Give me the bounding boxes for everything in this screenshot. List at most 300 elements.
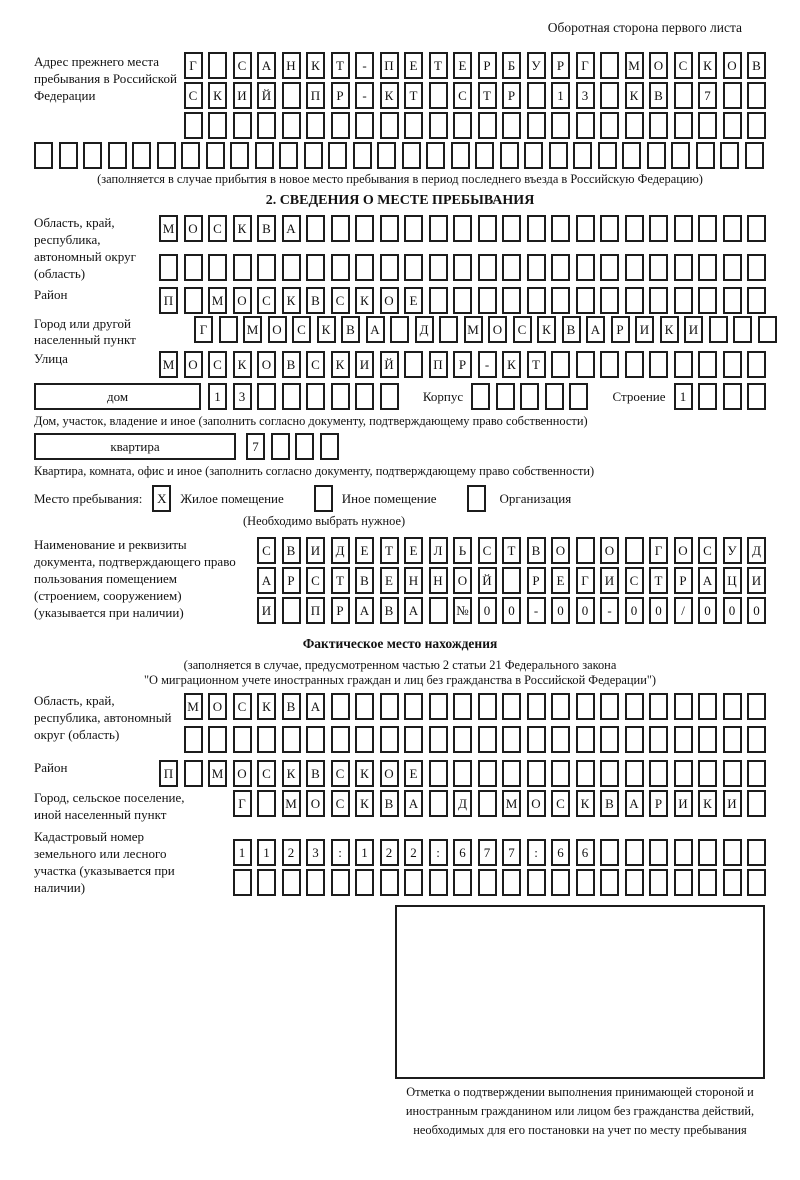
form-cell[interactable]: О [649, 52, 668, 79]
form-cell[interactable]: В [562, 316, 581, 343]
form-cell[interactable]: 7 [246, 433, 265, 460]
form-cell[interactable] [649, 839, 668, 866]
form-cell[interactable] [257, 869, 276, 896]
form-cell[interactable]: В [306, 760, 325, 787]
form-cell[interactable]: О [380, 287, 399, 314]
form-cell[interactable]: - [355, 52, 374, 79]
form-cell[interactable]: 1 [233, 839, 252, 866]
form-cell[interactable]: В [600, 790, 619, 817]
form-cell[interactable]: И [600, 567, 619, 594]
form-cell[interactable]: К [355, 760, 374, 787]
form-cell[interactable]: К [233, 215, 252, 242]
form-cell[interactable]: К [660, 316, 679, 343]
form-cell[interactable] [625, 537, 644, 564]
form-cell[interactable] [698, 760, 717, 787]
form-cell[interactable] [502, 112, 521, 139]
form-cell[interactable]: И [233, 82, 252, 109]
form-cell[interactable] [159, 254, 178, 281]
form-cell[interactable]: И [674, 790, 693, 817]
form-cell[interactable] [527, 112, 546, 139]
form-cell[interactable]: Й [257, 82, 276, 109]
form-cell[interactable] [306, 383, 325, 410]
form-cell[interactable] [429, 760, 448, 787]
form-cell[interactable]: Р [551, 52, 570, 79]
form-cell[interactable]: Г [576, 567, 595, 594]
form-cell[interactable] [698, 839, 717, 866]
form-cell[interactable] [306, 726, 325, 753]
form-cell[interactable]: С [331, 790, 350, 817]
form-cell[interactable] [674, 839, 693, 866]
form-cell[interactable] [696, 142, 715, 169]
form-cell[interactable] [551, 112, 570, 139]
form-cell[interactable] [698, 869, 717, 896]
form-cell[interactable] [331, 215, 350, 242]
form-cell[interactable] [674, 254, 693, 281]
form-cell[interactable] [429, 287, 448, 314]
form-cell[interactable] [698, 215, 717, 242]
form-cell[interactable] [478, 254, 497, 281]
form-cell[interactable]: Е [404, 760, 423, 787]
form-cell[interactable] [551, 254, 570, 281]
form-cell[interactable] [271, 433, 290, 460]
form-cell[interactable] [551, 726, 570, 753]
form-cell[interactable] [698, 287, 717, 314]
form-cell[interactable] [551, 869, 570, 896]
form-cell[interactable] [551, 693, 570, 720]
form-cell[interactable]: К [380, 82, 399, 109]
form-cell[interactable]: П [159, 760, 178, 787]
form-cell[interactable] [674, 215, 693, 242]
form-cell[interactable]: : [429, 839, 448, 866]
checkbox-residential[interactable]: X [152, 485, 171, 512]
form-cell[interactable]: С [233, 52, 252, 79]
form-cell[interactable]: А [282, 215, 301, 242]
form-cell[interactable] [551, 215, 570, 242]
form-cell[interactable] [747, 869, 766, 896]
form-cell[interactable] [429, 597, 448, 624]
form-cell[interactable]: 0 [649, 597, 668, 624]
form-cell[interactable]: Р [502, 82, 521, 109]
form-cell[interactable] [625, 760, 644, 787]
form-cell[interactable] [429, 869, 448, 896]
form-cell[interactable] [698, 383, 717, 410]
form-cell[interactable] [453, 869, 472, 896]
form-cell[interactable] [600, 287, 619, 314]
form-cell[interactable] [157, 142, 176, 169]
form-cell[interactable] [747, 112, 766, 139]
form-cell[interactable] [723, 287, 742, 314]
form-cell[interactable]: Й [380, 351, 399, 378]
form-cell[interactable] [404, 112, 423, 139]
form-cell[interactable] [380, 726, 399, 753]
form-cell[interactable]: Т [527, 351, 546, 378]
form-cell[interactable] [723, 693, 742, 720]
form-cell[interactable] [527, 254, 546, 281]
form-cell[interactable]: О [268, 316, 287, 343]
form-cell[interactable]: 0 [502, 597, 521, 624]
form-cell[interactable] [649, 254, 668, 281]
form-cell[interactable] [282, 726, 301, 753]
form-cell[interactable] [255, 142, 274, 169]
form-cell[interactable] [380, 693, 399, 720]
form-cell[interactable] [355, 112, 374, 139]
form-cell[interactable]: 0 [747, 597, 766, 624]
form-cell[interactable] [233, 726, 252, 753]
form-cell[interactable] [576, 869, 595, 896]
form-cell[interactable]: / [674, 597, 693, 624]
form-cell[interactable] [34, 142, 53, 169]
form-cell[interactable]: Д [415, 316, 434, 343]
form-cell[interactable] [453, 726, 472, 753]
form-cell[interactable]: Т [331, 52, 350, 79]
form-cell[interactable]: О [184, 351, 203, 378]
form-cell[interactable] [257, 790, 276, 817]
form-cell[interactable] [355, 215, 374, 242]
form-cell[interactable]: М [502, 790, 521, 817]
form-cell[interactable]: Д [747, 537, 766, 564]
form-cell[interactable] [453, 254, 472, 281]
form-cell[interactable]: К [537, 316, 556, 343]
form-cell[interactable]: К [282, 760, 301, 787]
form-cell[interactable] [404, 869, 423, 896]
form-cell[interactable] [576, 537, 595, 564]
form-cell[interactable]: В [747, 52, 766, 79]
form-cell[interactable]: М [159, 351, 178, 378]
form-cell[interactable]: 1 [208, 383, 227, 410]
form-cell[interactable]: К [625, 82, 644, 109]
form-cell[interactable]: С [233, 693, 252, 720]
form-cell[interactable]: С [184, 82, 203, 109]
form-cell[interactable] [758, 316, 777, 343]
form-cell[interactable]: К [576, 790, 595, 817]
form-cell[interactable] [625, 215, 644, 242]
form-cell[interactable]: - [527, 597, 546, 624]
form-cell[interactable] [671, 142, 690, 169]
form-cell[interactable]: : [331, 839, 350, 866]
form-cell[interactable] [478, 726, 497, 753]
form-cell[interactable] [600, 351, 619, 378]
form-cell[interactable] [184, 726, 203, 753]
form-cell[interactable] [328, 142, 347, 169]
form-cell[interactable]: 0 [478, 597, 497, 624]
form-cell[interactable]: Л [429, 537, 448, 564]
form-cell[interactable]: К [306, 52, 325, 79]
form-cell[interactable] [576, 726, 595, 753]
form-cell[interactable] [649, 215, 668, 242]
form-cell[interactable]: С [257, 287, 276, 314]
form-cell[interactable]: Р [331, 82, 350, 109]
form-cell[interactable] [625, 869, 644, 896]
form-cell[interactable]: О [306, 790, 325, 817]
form-cell[interactable]: С [331, 287, 350, 314]
form-cell[interactable] [181, 142, 200, 169]
form-cell[interactable]: 7 [502, 839, 521, 866]
form-cell[interactable] [429, 726, 448, 753]
form-cell[interactable]: Е [551, 567, 570, 594]
form-cell[interactable]: О [233, 287, 252, 314]
form-cell[interactable] [282, 869, 301, 896]
form-cell[interactable] [551, 760, 570, 787]
form-cell[interactable]: А [355, 597, 374, 624]
form-cell[interactable] [257, 383, 276, 410]
form-cell[interactable] [404, 254, 423, 281]
form-cell[interactable] [598, 142, 617, 169]
form-cell[interactable]: 7 [478, 839, 497, 866]
form-cell[interactable]: Й [478, 567, 497, 594]
form-cell[interactable]: Н [282, 52, 301, 79]
form-cell[interactable] [355, 254, 374, 281]
form-cell[interactable] [625, 254, 644, 281]
form-cell[interactable] [720, 142, 739, 169]
form-cell[interactable]: Е [380, 567, 399, 594]
form-cell[interactable]: Р [611, 316, 630, 343]
form-cell[interactable] [527, 215, 546, 242]
form-cell[interactable]: У [527, 52, 546, 79]
form-cell[interactable] [233, 869, 252, 896]
form-cell[interactable]: В [306, 287, 325, 314]
form-cell[interactable] [320, 433, 339, 460]
form-cell[interactable]: И [684, 316, 703, 343]
form-cell[interactable]: 6 [453, 839, 472, 866]
form-cell[interactable]: В [257, 215, 276, 242]
form-cell[interactable] [573, 142, 592, 169]
form-cell[interactable]: Б [502, 52, 521, 79]
form-cell[interactable]: К [257, 693, 276, 720]
form-cell[interactable] [551, 287, 570, 314]
form-cell[interactable]: И [635, 316, 654, 343]
form-cell[interactable] [380, 215, 399, 242]
form-cell[interactable] [402, 142, 421, 169]
form-cell[interactable]: Ц [723, 567, 742, 594]
form-cell[interactable] [723, 760, 742, 787]
form-cell[interactable] [331, 693, 350, 720]
form-cell[interactable] [698, 254, 717, 281]
form-cell[interactable] [747, 351, 766, 378]
form-cell[interactable] [527, 760, 546, 787]
form-cell[interactable] [569, 383, 588, 410]
form-cell[interactable] [747, 790, 766, 817]
form-cell[interactable] [380, 254, 399, 281]
form-cell[interactable] [279, 142, 298, 169]
form-cell[interactable] [380, 112, 399, 139]
form-cell[interactable] [674, 112, 693, 139]
form-cell[interactable] [219, 316, 238, 343]
form-cell[interactable]: А [625, 790, 644, 817]
form-cell[interactable] [723, 112, 742, 139]
form-cell[interactable]: П [159, 287, 178, 314]
form-cell[interactable] [282, 383, 301, 410]
form-cell[interactable]: А [257, 567, 276, 594]
form-cell[interactable] [747, 254, 766, 281]
form-cell[interactable] [208, 726, 227, 753]
form-cell[interactable]: Ь [453, 537, 472, 564]
form-cell[interactable] [502, 693, 521, 720]
form-cell[interactable] [649, 726, 668, 753]
form-cell[interactable] [257, 112, 276, 139]
form-cell[interactable]: В [355, 567, 374, 594]
form-cell[interactable]: М [243, 316, 262, 343]
form-cell[interactable]: Д [331, 537, 350, 564]
form-cell[interactable] [132, 142, 151, 169]
form-cell[interactable] [545, 383, 564, 410]
form-cell[interactable]: 0 [723, 597, 742, 624]
form-cell[interactable]: О [551, 537, 570, 564]
form-cell[interactable]: И [355, 351, 374, 378]
form-cell[interactable]: И [257, 597, 276, 624]
form-cell[interactable] [257, 254, 276, 281]
form-cell[interactable] [600, 726, 619, 753]
form-cell[interactable]: П [306, 82, 325, 109]
form-cell[interactable]: О [600, 537, 619, 564]
form-cell[interactable]: С [257, 537, 276, 564]
form-cell[interactable]: Р [282, 567, 301, 594]
form-cell[interactable] [576, 693, 595, 720]
form-cell[interactable] [723, 839, 742, 866]
form-cell[interactable] [600, 760, 619, 787]
form-cell[interactable]: С [292, 316, 311, 343]
form-cell[interactable]: Т [502, 537, 521, 564]
form-cell[interactable]: 2 [380, 839, 399, 866]
form-cell[interactable] [478, 215, 497, 242]
form-cell[interactable] [331, 112, 350, 139]
form-cell[interactable]: Р [478, 52, 497, 79]
form-cell[interactable] [331, 254, 350, 281]
form-cell[interactable]: С [306, 351, 325, 378]
form-cell[interactable] [600, 82, 619, 109]
form-cell[interactable]: - [478, 351, 497, 378]
form-cell[interactable] [502, 215, 521, 242]
form-cell[interactable] [674, 726, 693, 753]
form-cell[interactable] [600, 693, 619, 720]
form-cell[interactable]: : [527, 839, 546, 866]
form-cell[interactable] [184, 254, 203, 281]
form-cell[interactable] [723, 254, 742, 281]
form-cell[interactable] [747, 839, 766, 866]
form-cell[interactable] [453, 760, 472, 787]
form-cell[interactable] [527, 82, 546, 109]
form-cell[interactable]: 6 [576, 839, 595, 866]
form-cell[interactable] [625, 287, 644, 314]
form-cell[interactable]: 3 [306, 839, 325, 866]
form-cell[interactable]: К [355, 287, 374, 314]
form-cell[interactable] [600, 215, 619, 242]
form-cell[interactable]: О [723, 52, 742, 79]
form-cell[interactable] [733, 316, 752, 343]
form-cell[interactable]: С [331, 760, 350, 787]
form-cell[interactable] [502, 567, 521, 594]
form-cell[interactable] [453, 112, 472, 139]
form-cell[interactable] [451, 142, 470, 169]
form-cell[interactable] [709, 316, 728, 343]
form-cell[interactable]: 0 [551, 597, 570, 624]
form-cell[interactable] [698, 351, 717, 378]
form-cell[interactable]: Д [453, 790, 472, 817]
form-cell[interactable]: У [723, 537, 742, 564]
form-cell[interactable]: 3 [576, 82, 595, 109]
form-cell[interactable] [331, 383, 350, 410]
form-cell[interactable] [527, 287, 546, 314]
form-cell[interactable]: Г [576, 52, 595, 79]
form-cell[interactable]: А [698, 567, 717, 594]
form-cell[interactable]: 0 [698, 597, 717, 624]
form-cell[interactable] [527, 726, 546, 753]
form-cell[interactable] [478, 790, 497, 817]
form-cell[interactable]: П [306, 597, 325, 624]
form-cell[interactable] [380, 869, 399, 896]
form-cell[interactable] [429, 693, 448, 720]
form-cell[interactable] [208, 112, 227, 139]
form-cell[interactable] [306, 112, 325, 139]
form-cell[interactable]: К [502, 351, 521, 378]
form-cell[interactable] [625, 351, 644, 378]
form-cell[interactable]: А [404, 597, 423, 624]
form-cell[interactable] [698, 112, 717, 139]
form-cell[interactable]: Р [453, 351, 472, 378]
form-cell[interactable] [576, 351, 595, 378]
form-cell[interactable]: С [208, 215, 227, 242]
form-cell[interactable]: Е [404, 537, 423, 564]
form-cell[interactable] [184, 287, 203, 314]
form-cell[interactable] [500, 142, 519, 169]
form-cell[interactable]: С [257, 760, 276, 787]
form-cell[interactable] [747, 383, 766, 410]
form-cell[interactable]: 1 [674, 383, 693, 410]
form-cell[interactable]: А [404, 790, 423, 817]
form-cell[interactable] [304, 142, 323, 169]
form-cell[interactable]: О [208, 693, 227, 720]
form-cell[interactable]: 1 [257, 839, 276, 866]
form-cell[interactable] [404, 351, 423, 378]
form-cell[interactable]: В [341, 316, 360, 343]
form-cell[interactable]: К [233, 351, 252, 378]
form-cell[interactable] [527, 869, 546, 896]
form-cell[interactable] [502, 726, 521, 753]
form-cell[interactable]: К [698, 790, 717, 817]
form-cell[interactable] [426, 142, 445, 169]
form-cell[interactable] [576, 112, 595, 139]
form-cell[interactable] [404, 215, 423, 242]
form-cell[interactable] [502, 287, 521, 314]
form-cell[interactable]: К [698, 52, 717, 79]
form-cell[interactable] [502, 254, 521, 281]
form-cell[interactable] [745, 142, 764, 169]
form-cell[interactable]: № [453, 597, 472, 624]
form-cell[interactable]: 7 [698, 82, 717, 109]
form-cell[interactable] [453, 287, 472, 314]
form-cell[interactable] [471, 383, 490, 410]
form-cell[interactable]: К [208, 82, 227, 109]
form-cell[interactable]: В [649, 82, 668, 109]
form-cell[interactable] [429, 790, 448, 817]
form-cell[interactable]: А [586, 316, 605, 343]
form-cell[interactable] [83, 142, 102, 169]
form-cell[interactable] [429, 215, 448, 242]
apartment-type-box[interactable]: квартира [34, 433, 236, 460]
form-cell[interactable] [649, 869, 668, 896]
form-cell[interactable] [453, 215, 472, 242]
form-cell[interactable] [600, 112, 619, 139]
form-cell[interactable]: Е [453, 52, 472, 79]
form-cell[interactable] [108, 142, 127, 169]
form-cell[interactable]: Н [429, 567, 448, 594]
form-cell[interactable] [502, 869, 521, 896]
form-cell[interactable] [723, 215, 742, 242]
form-cell[interactable]: М [159, 215, 178, 242]
form-cell[interactable] [282, 254, 301, 281]
form-cell[interactable]: В [282, 537, 301, 564]
form-cell[interactable]: О [380, 760, 399, 787]
form-cell[interactable] [674, 351, 693, 378]
